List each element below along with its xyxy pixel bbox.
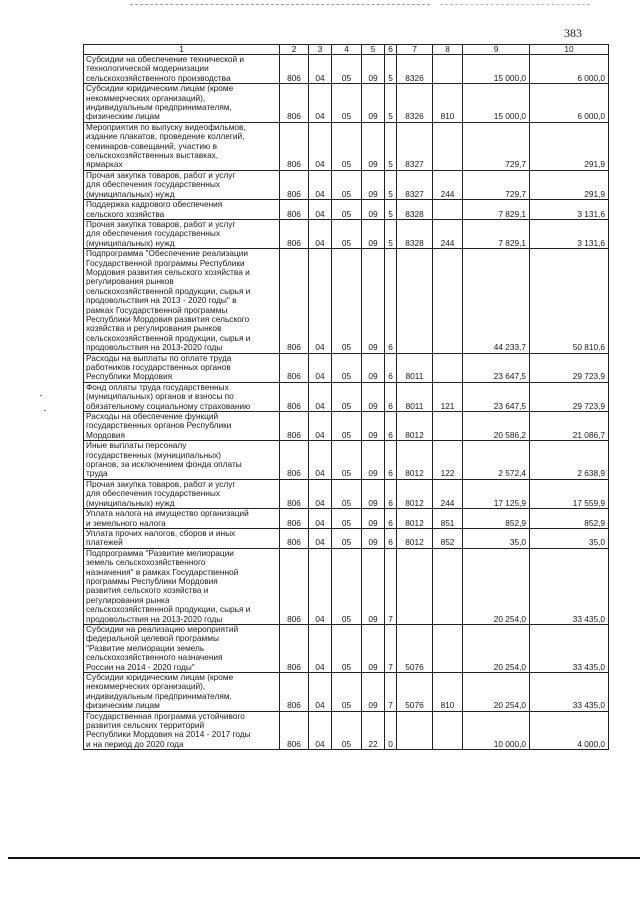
code-cell: 8328 — [397, 219, 433, 248]
table-row — [84, 55, 609, 84]
amount-cell: 15 000,0 — [463, 55, 530, 84]
description-cell: Фонд оплаты труда государственных (муниципальных) органов и взносы по обязательному социальному страхованию — [84, 382, 280, 411]
description-cell: Поддержка кадрового обеспечения сельского хозяйства — [84, 200, 280, 220]
code-cell — [397, 249, 433, 353]
code-cell: 244 — [433, 219, 463, 248]
code-cell: 806 — [280, 353, 309, 382]
code-cell: 04 — [309, 412, 332, 441]
amount-cell: 44 233,7 — [463, 249, 530, 353]
amount-cell: 33 435,0 — [530, 548, 609, 624]
code-cell: 5 — [385, 219, 397, 248]
header-cell: 1 — [84, 45, 280, 55]
code-cell: 806 — [280, 170, 309, 199]
code-cell: 05 — [332, 353, 362, 382]
code-cell: 04 — [309, 382, 332, 411]
code-cell: 8012 — [397, 479, 433, 508]
code-cell: 09 — [362, 412, 385, 441]
table-row — [84, 382, 609, 411]
header-cell: 3 — [309, 45, 332, 55]
table-row — [84, 509, 609, 529]
table-row — [84, 548, 609, 624]
code-cell: 04 — [309, 84, 332, 123]
code-cell: 05 — [332, 122, 362, 170]
code-cell: 05 — [332, 219, 362, 248]
code-cell: 5 — [385, 122, 397, 170]
description-cell: Уплата прочих налогов, сборов и иных платежей — [84, 528, 280, 548]
code-cell: 6 — [385, 479, 397, 508]
scan-bottom-edge — [8, 857, 640, 859]
page-number: 383 — [564, 26, 582, 40]
code-cell: 09 — [362, 249, 385, 353]
amount-cell: 21 086,7 — [530, 412, 609, 441]
table-row — [84, 624, 609, 672]
amount-cell: 50 810,6 — [530, 249, 609, 353]
code-cell: 09 — [362, 170, 385, 199]
code-cell: 8012 — [397, 412, 433, 441]
code-cell: 04 — [309, 673, 332, 712]
description-cell: Государственная программа устойчивого развития сельских территорий Республики Мордовия на 2014 - 2017 годы и на период до 2020 года — [84, 711, 280, 750]
table-row — [84, 528, 609, 548]
description-cell: Субсидии на реализацию мероприятий федеральной целевой программы "Развитие мелиорации земель сельскохозяйственного назначения России на 2014 - 2020 годы" — [84, 624, 280, 672]
code-cell: 05 — [332, 441, 362, 480]
code-cell: 05 — [332, 84, 362, 123]
code-cell: 8012 — [397, 528, 433, 548]
code-cell: 810 — [433, 84, 463, 123]
amount-cell: 3 131,6 — [530, 200, 609, 220]
code-cell: 8327 — [397, 122, 433, 170]
code-cell: 7 — [385, 673, 397, 712]
header-cell: 7 — [397, 45, 433, 55]
code-cell: 04 — [309, 479, 332, 508]
amount-cell: 20 254,0 — [463, 548, 530, 624]
amount-cell: 2 638,9 — [530, 441, 609, 480]
table-row — [84, 219, 609, 248]
code-cell: 09 — [362, 84, 385, 123]
code-cell: 8327 — [397, 170, 433, 199]
amount-cell: 20 586,2 — [463, 412, 530, 441]
header-cell: 5 — [362, 45, 385, 55]
description-cell: Прочая закупка товаров, работ и услуг для обеспечения государственных (муниципальных) нужд — [84, 219, 280, 248]
table-row — [84, 200, 609, 220]
code-cell: 5 — [385, 200, 397, 220]
code-cell — [433, 412, 463, 441]
code-cell — [397, 548, 433, 624]
amount-cell: 23 647,5 — [463, 353, 530, 382]
code-cell: 6 — [385, 441, 397, 480]
code-cell: 05 — [332, 624, 362, 672]
code-cell — [433, 55, 463, 84]
code-cell: 806 — [280, 509, 309, 529]
amount-cell: 35,0 — [530, 528, 609, 548]
amount-cell: 7 829,1 — [463, 200, 530, 220]
amount-cell: 291,9 — [530, 122, 609, 170]
description-cell: Иные выплаты персоналу государственных (муниципальных) органов, за исключением фонда оплаты труда — [84, 441, 280, 480]
amount-cell: 10 000,0 — [463, 711, 530, 750]
code-cell: 04 — [309, 548, 332, 624]
code-cell: 8012 — [397, 509, 433, 529]
code-cell: 806 — [280, 55, 309, 84]
table-row — [84, 412, 609, 441]
table-row — [84, 711, 609, 750]
code-cell: 851 — [433, 509, 463, 529]
code-cell: 09 — [362, 219, 385, 248]
code-cell: 09 — [362, 479, 385, 508]
code-cell: 05 — [332, 382, 362, 411]
description-cell: Подпрограмма "Развитие мелиорации земель сельскохозяйственного назначения" в рамках Государственной программы Республики Мордовия развития сельского хозяйства и регулирования рынка сельскохозяйственной продукции, сырья и продовольствия на 2013-2020 годы — [84, 548, 280, 624]
amount-cell: 23 647,5 — [463, 382, 530, 411]
header-cell: 8 — [433, 45, 463, 55]
code-cell: 05 — [332, 711, 362, 750]
code-cell: 244 — [433, 170, 463, 199]
table-row — [84, 84, 609, 123]
code-cell: 22 — [362, 711, 385, 750]
amount-cell: 729,7 — [463, 122, 530, 170]
code-cell: 09 — [362, 528, 385, 548]
code-cell: 5076 — [397, 673, 433, 712]
description-cell: Прочая закупка товаров, работ и услуг для обеспечения государственных (муниципальных) нужд — [84, 479, 280, 508]
code-cell: 05 — [332, 55, 362, 84]
code-cell: 0 — [385, 711, 397, 750]
description-cell: Уплата налога на имущество организаций и земельного налога — [84, 509, 280, 529]
code-cell: 8326 — [397, 55, 433, 84]
code-cell — [433, 200, 463, 220]
code-cell: 05 — [332, 528, 362, 548]
code-cell: 05 — [332, 509, 362, 529]
code-cell: 09 — [362, 673, 385, 712]
code-cell: 810 — [433, 673, 463, 712]
description-cell: Прочая закупка товаров, работ и услуг для обеспечения государственных (муниципальных) нужд — [84, 170, 280, 199]
table-row — [84, 170, 609, 199]
header-cell: 9 — [463, 45, 530, 55]
code-cell: 806 — [280, 528, 309, 548]
amount-cell: 17 125,9 — [463, 479, 530, 508]
scan-speck — [40, 395, 42, 396]
description-cell: Субсидии юридическим лицам (кроме некоммерческих организаций), индивидуальным предпринимателям, физическим лицам — [84, 84, 280, 123]
description-cell: Субсидии юридическим лицам (кроме некоммерческих организаций), индивидуальным предпринимателям, физическим лицам — [84, 673, 280, 712]
code-cell: 806 — [280, 122, 309, 170]
code-cell: 6 — [385, 382, 397, 411]
code-cell: 806 — [280, 84, 309, 123]
code-cell — [397, 711, 433, 750]
description-cell: Расходы на обеспечение функций государственных органов Республики Мордовия — [84, 412, 280, 441]
code-cell: 6 — [385, 412, 397, 441]
code-cell: 04 — [309, 170, 332, 199]
amount-cell: 33 435,0 — [530, 624, 609, 672]
amount-cell: 35,0 — [463, 528, 530, 548]
code-cell: 5 — [385, 55, 397, 84]
amount-cell: 29 723,9 — [530, 353, 609, 382]
description-cell: Субсидии на обеспечение технической и технологической модернизации сельскохозяйственного производства — [84, 55, 280, 84]
code-cell: 09 — [362, 122, 385, 170]
code-cell: 122 — [433, 441, 463, 480]
code-cell: 806 — [280, 382, 309, 411]
header-cell: 6 — [385, 45, 397, 55]
code-cell: 05 — [332, 479, 362, 508]
code-cell: 806 — [280, 441, 309, 480]
table-row — [84, 479, 609, 508]
code-cell: 8328 — [397, 200, 433, 220]
code-cell: 05 — [332, 548, 362, 624]
table-row — [84, 673, 609, 712]
code-cell — [433, 711, 463, 750]
code-cell — [433, 122, 463, 170]
code-cell: 806 — [280, 249, 309, 353]
code-cell: 7 — [385, 548, 397, 624]
code-cell: 5 — [385, 170, 397, 199]
description-cell: Мероприятия по выпуску видеофильмов, издание плакатов, проведение коллегий, семинаров-совещаний, участию в сельскохозяйственных выставках, ярмарках — [84, 122, 280, 170]
code-cell: 05 — [332, 249, 362, 353]
code-cell: 5076 — [397, 624, 433, 672]
description-cell: Расходы на выплаты по оплате труда работников государственных органов Республики Мордовия — [84, 353, 280, 382]
amount-cell: 3 131,6 — [530, 219, 609, 248]
amount-cell: 17 559,9 — [530, 479, 609, 508]
code-cell: 806 — [280, 479, 309, 508]
code-cell: 852 — [433, 528, 463, 548]
code-cell: 6 — [385, 249, 397, 353]
table-row — [84, 122, 609, 170]
code-cell — [433, 624, 463, 672]
amount-cell: 29 723,9 — [530, 382, 609, 411]
code-cell: 05 — [332, 673, 362, 712]
header-row — [84, 45, 609, 55]
amount-cell: 33 435,0 — [530, 673, 609, 712]
amount-cell: 20 254,0 — [463, 624, 530, 672]
code-cell: 09 — [362, 382, 385, 411]
code-cell: 806 — [280, 624, 309, 672]
amount-cell: 291,9 — [530, 170, 609, 199]
code-cell: 09 — [362, 353, 385, 382]
code-cell: 04 — [309, 353, 332, 382]
code-cell: 806 — [280, 219, 309, 248]
code-cell: 04 — [309, 711, 332, 750]
code-cell: 8011 — [397, 353, 433, 382]
code-cell: 8012 — [397, 441, 433, 480]
code-cell: 806 — [280, 673, 309, 712]
code-cell — [433, 249, 463, 353]
code-cell: 8011 — [397, 382, 433, 411]
code-cell: 5 — [385, 84, 397, 123]
header-cell: 2 — [280, 45, 309, 55]
scan-top-edge — [440, 4, 590, 5]
code-cell: 09 — [362, 509, 385, 529]
code-cell: 05 — [332, 412, 362, 441]
code-cell: 04 — [309, 441, 332, 480]
code-cell: 04 — [309, 200, 332, 220]
code-cell: 04 — [309, 122, 332, 170]
amount-cell: 7 829,1 — [463, 219, 530, 248]
code-cell: 806 — [280, 412, 309, 441]
code-cell: 6 — [385, 353, 397, 382]
amount-cell: 2 572,4 — [463, 441, 530, 480]
amount-cell: 20 254,0 — [463, 673, 530, 712]
code-cell: 09 — [362, 624, 385, 672]
code-cell: 806 — [280, 200, 309, 220]
table-row — [84, 441, 609, 480]
code-cell: 806 — [280, 548, 309, 624]
code-cell — [433, 353, 463, 382]
code-cell: 04 — [309, 55, 332, 84]
amount-cell: 852,9 — [463, 509, 530, 529]
table-row — [84, 249, 609, 353]
code-cell: 6 — [385, 509, 397, 529]
code-cell: 04 — [309, 249, 332, 353]
code-cell: 04 — [309, 509, 332, 529]
header-cell: 10 — [530, 45, 609, 55]
amount-cell: 852,9 — [530, 509, 609, 529]
code-cell: 7 — [385, 624, 397, 672]
scan-speck — [44, 410, 46, 411]
code-cell — [433, 548, 463, 624]
amount-cell: 4 000,0 — [530, 711, 609, 750]
code-cell: 6 — [385, 528, 397, 548]
code-cell: 04 — [309, 624, 332, 672]
amount-cell: 729,7 — [463, 170, 530, 199]
code-cell: 04 — [309, 528, 332, 548]
code-cell: 09 — [362, 548, 385, 624]
amount-cell: 15 000,0 — [463, 84, 530, 123]
code-cell: 09 — [362, 441, 385, 480]
amount-cell: 6 000,0 — [530, 84, 609, 123]
code-cell: 05 — [332, 170, 362, 199]
table-row — [84, 353, 609, 382]
code-cell: 806 — [280, 711, 309, 750]
code-cell: 04 — [309, 219, 332, 248]
amount-cell: 6 000,0 — [530, 55, 609, 84]
header-cell: 4 — [332, 45, 362, 55]
scan-top-edge — [130, 4, 430, 5]
code-cell: 244 — [433, 479, 463, 508]
code-cell: 121 — [433, 382, 463, 411]
code-cell: 09 — [362, 55, 385, 84]
description-cell: Подпрограмма "Обеспечение реализации Государственной программы Республики Мордовия развития сельского хозяйства и регулирования рынков сельскохозяйственной продукции, сырья и продовольствия на 2013 - 2020 годы" в рамках Государственной программы Республики Мордовия развития сельского хозяйства и регулирования рынков сельскохозяйственной продукции, сырья и продовольствия на 2013-2020 годы — [84, 249, 280, 353]
code-cell: 09 — [362, 200, 385, 220]
code-cell: 8326 — [397, 84, 433, 123]
budget-table — [83, 44, 609, 750]
code-cell: 05 — [332, 200, 362, 220]
